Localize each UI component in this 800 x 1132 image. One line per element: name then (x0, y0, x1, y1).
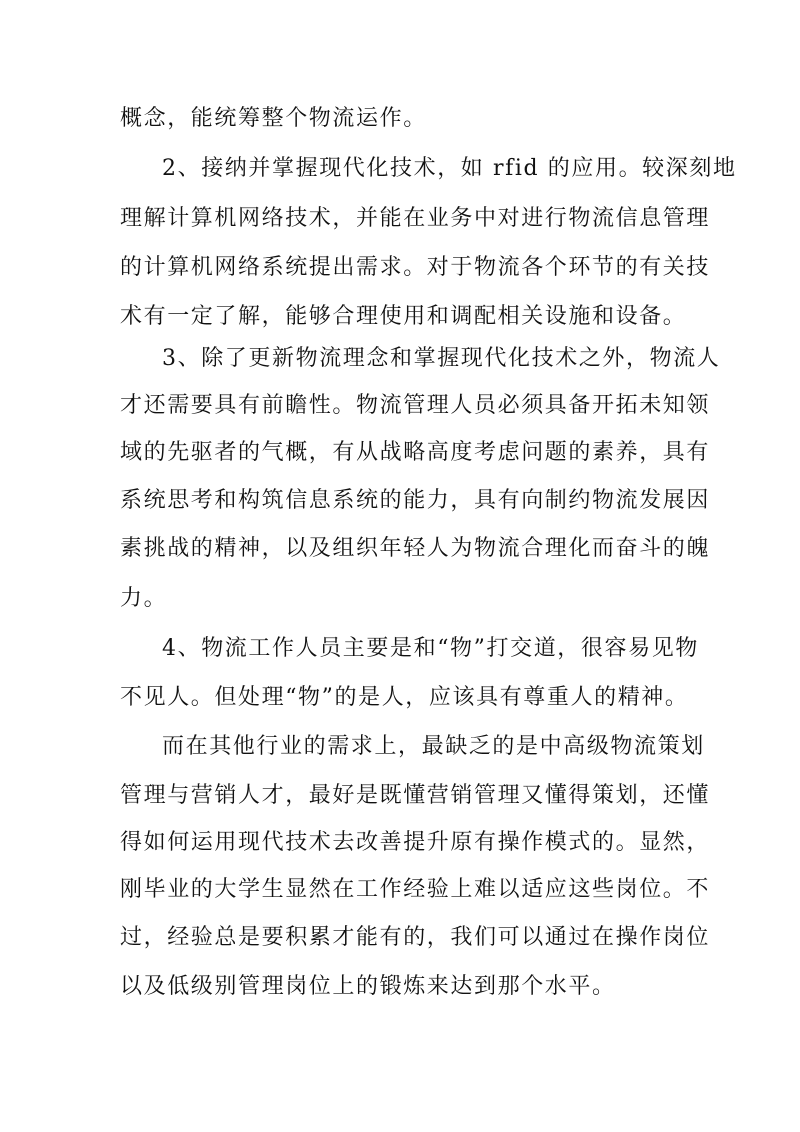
text-line: 过，经验总是要积累才能有的，我们可以通过在操作岗位 (120, 925, 711, 950)
text-line: 而在其他行业的需求上，最缺乏的是中高级物流策划 (162, 734, 705, 759)
text-line: 术有一定了解，能够合理使用和调配相关设施和设备。 (120, 304, 687, 329)
text-line: 系统思考和构筑信息系统的能力，具有向制约物流发展因 (120, 488, 711, 513)
text-line: 力。 (120, 586, 168, 611)
text-line: 才还需要具有前瞻性。物流管理人员必须具备开拓未知领 (120, 393, 711, 418)
text-line: 2、接纳并掌握现代化技术，如 rfid 的应用。较深刻地 (162, 156, 737, 181)
text-line: 概念，能统筹整个物流运作。 (120, 106, 427, 131)
text-line: 素挑战的精神，以及组织年轻人为物流合理化而奋斗的魄 (120, 536, 711, 561)
text-line: 的计算机网络系统提出需求。对于物流各个环节的有关技 (120, 255, 711, 280)
text-line: 不见人。但处理“物”的是人，应该具有尊重人的精神。 (120, 685, 689, 710)
text-line: 管理与营销人才，最好是既懂营销管理又懂得策划，还懂 (120, 783, 711, 808)
text-line: 得如何运用现代技术去改善提升原有操作模式的。显然， (120, 830, 711, 855)
text-line: 理解计算机网络技术，并能在业务中对进行物流信息管理 (120, 206, 711, 231)
text-line: 域的先驱者的气概，有从战略高度考虑问题的素养，具有 (120, 440, 711, 465)
text-line: 刚毕业的大学生显然在工作经验上难以适应这些岗位。不 (120, 877, 711, 902)
text-line: 4、物流工作人员主要是和“物”打交道，很容易见物 (162, 636, 699, 661)
text-line: 以及低级别管理岗位上的锻炼来达到那个水平。 (120, 974, 616, 999)
text-line: 3、除了更新物流理念和掌握现代化技术之外，物流人 (162, 346, 721, 371)
